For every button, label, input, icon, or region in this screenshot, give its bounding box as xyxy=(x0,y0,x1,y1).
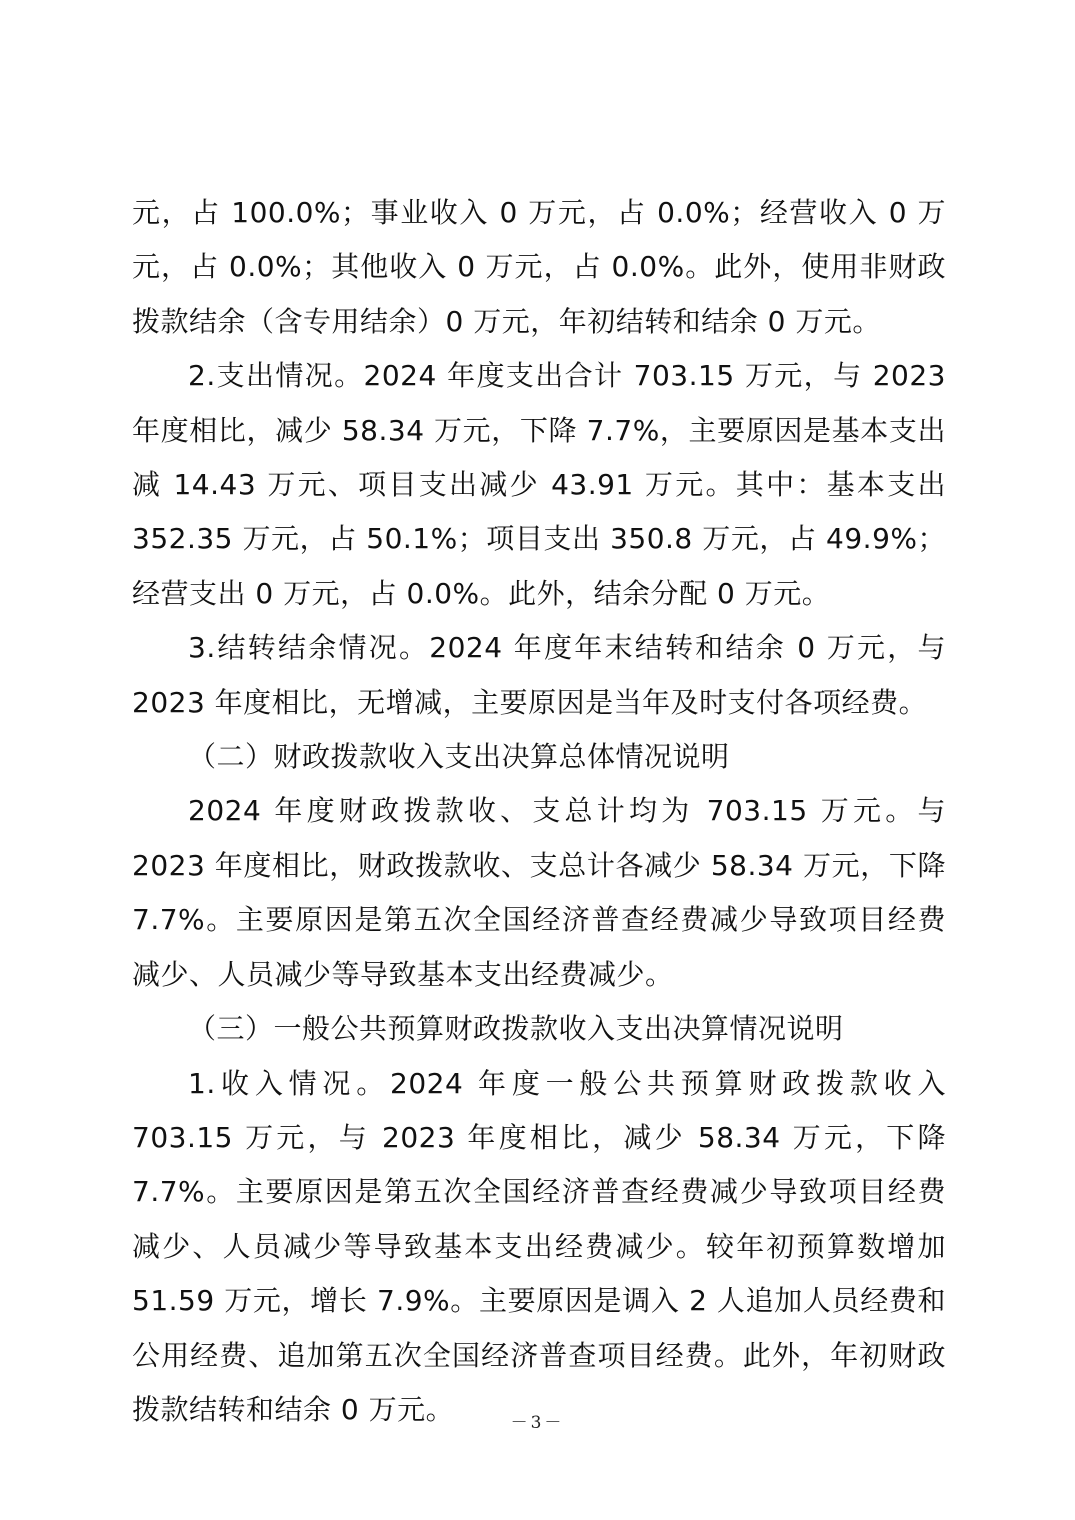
fiscal-overview-paragraph: 2024 年度财政拨款收、支总计均为 703.15 万元。与 2023 年度相比，财政拨款收、支总计各减少 58.34 万元，下降 7.7%。主要原因是第五次全国经济普查经费减少导致项目经费减少、人员减少等导致基本支出经费减少。 xyxy=(132,794,946,991)
carryover-paragraph: 3.结转结余情况。2024 年度年末结转和结余 0 万元，与 2023 年度相比，无增减，主要原因是当年及时支付各项经费。 xyxy=(132,631,946,719)
general-budget-income-paragraph: 1.收入情况。2024 年度一般公共预算财政拨款收入 703.15 万元，与 2023 年度相比，减少 58.34 万元，下降 7.7%。主要原因是第五次全国经济普查经费减少导致项目经费减少、人员减少等导致基本支出经费减少。较年初预算数增加 51.59 万元，增长 7.9%。主要原因是调入 2 人追加人员经费和公用经费、追加第五次全国经济普查项目经费。此外，年初财政拨款结转和结余 0 万元。 xyxy=(132,1066,946,1426)
page-number: －3－ xyxy=(510,1413,565,1433)
page-body xyxy=(132,186,946,1437)
section-heading-fiscal-overview: （二）财政拨款收入支出决算总体情况说明 xyxy=(188,740,730,774)
expenditure-paragraph: 2.支出情况。2024 年度支出合计 703.15 万元，与 2023 年度相比，减少 58.34 万元，下降 7.7%，主要原因是基本支出减 14.43 万元、项目支出减少 43.91 万元。其中：基本支出 352.35 万元，占 50.1%；项目支出 350.8 万元，占 49.9%；经营支出 0 万元，占 0.0%。此外，结余分配 0 万元。 xyxy=(132,359,946,610)
income-continuation-paragraph: 元，占 100.0%；事业收入 0 万元，占 0.0%；经营收入 0 万元，占 0.0%；其他收入 0 万元，占 0.0%。此外，使用非财政拨款结余（含专用结余）0 万元，年初结转和结余 0 万元。 xyxy=(132,196,946,338)
section-heading-general-budget: （三）一般公共预算财政拨款收入支出决算情况说明 xyxy=(188,1012,844,1046)
